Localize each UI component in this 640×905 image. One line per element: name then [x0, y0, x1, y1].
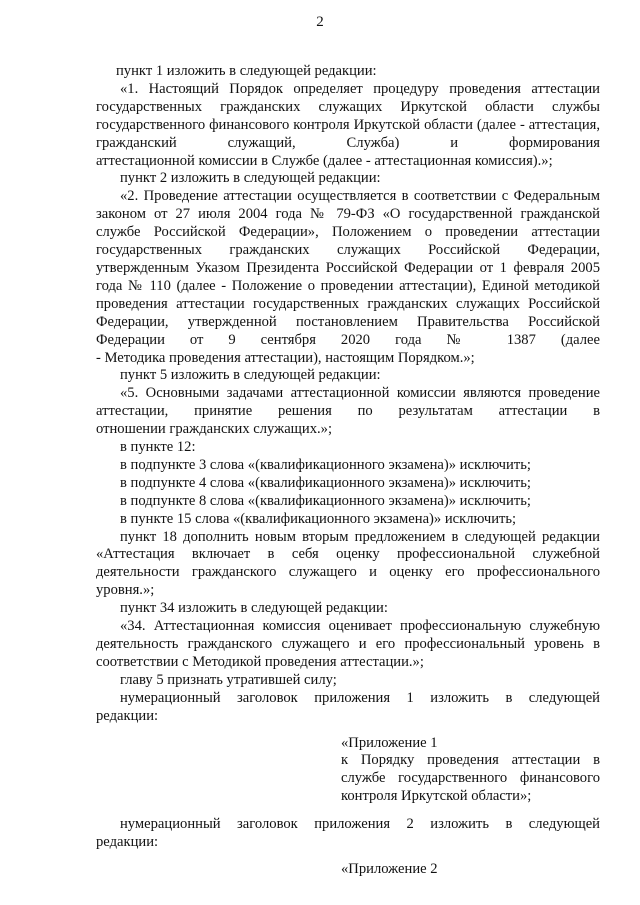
paragraph-appendix1-intro: нумерационный заголовок приложения 1 изложить в следующей: [120, 689, 600, 706]
spacer: [96, 726, 600, 735]
paragraph-item2-text: «2. Проведение аттестации осуществляется в соответствии с Федеральным законом от 27 июля 2004 года № 79-ФЗ «О государственной гражданской службе Российской Федерации», Положением о проведении аттестации государственных гражданских служащих Российской Федерации, утвержденным Указом Президента Российской Федерации от 1 февраля 2005 года № 110 (далее - Положение о проведении аттестации), Единой методикой проведения аттестации государственных гражданских служащих Российской Федерации, утвержденной постановлением Правительства Российской Федерации от 9 сентября 2020 года № 1387 (далее: [96, 188, 600, 348]
paragraph-item5-text: «5. Основными задачами аттестационной комиссии являются проведение аттестации, принятие решения по результатам аттестации в: [96, 385, 600, 420]
page-number: 2: [316, 14, 324, 30]
appendix1-subtitle: к Порядку проведения аттестации в службе государственного финансового: [341, 752, 600, 787]
paragraph-subitem8: в подпункте 8 слова «(квалификационного экзамена)» исключить;: [120, 492, 531, 509]
paragraph-item15: в пункте 15 слова «(квалификационного экзамена)» исключить;: [120, 510, 517, 527]
appendix1-subtitle-end: контроля Иркутской области»;: [341, 788, 532, 805]
paragraph-item18: пункт 18 дополнить новым вторым предложением в следующей редакции «Аттестация включает в себя оценку профессиональной служебной деятельности гражданского служащего и оценку его профессионального: [96, 528, 600, 581]
appendix1-title: «Приложение 1: [341, 734, 438, 751]
spacer: [96, 852, 600, 861]
paragraph-appendix2-intro-end: редакции:: [96, 834, 159, 851]
paragraph-appendix1-intro-end: редакции:: [96, 707, 159, 724]
paragraph-appendix2-intro: нумерационный заголовок приложения 2 изложить в следующей: [120, 816, 600, 833]
paragraph-item34-text: «34. Аттестационная комиссия оценивает профессиональную служебную деятельность гражданского служащего и его профессиональный уровень в: [96, 618, 600, 652]
paragraph-chapter5: главу 5 признать утратившей силу;: [120, 671, 337, 688]
paragraph-item34-intro: пункт 34 изложить в следующей редакции:: [120, 600, 388, 617]
paragraph-item1-text: «1. Настоящий Порядок определяет процедуру проведения аттестации государственных гражданских служащих Иркутской области службы государственного финансового контроля Иркутской области (далее - аттестация, гражданский служащий, Служба) и формирования: [96, 80, 600, 151]
paragraph-item12-intro: в пункте 12:: [120, 439, 196, 456]
paragraph-item5-text-end: отношении гражданских служащих.»;: [96, 421, 333, 438]
paragraph-item18-end: уровня.»;: [96, 582, 155, 599]
paragraph-subitem4: в подпункте 4 слова «(квалификационного экзамена)» исключить;: [120, 474, 531, 491]
spacer: [96, 806, 600, 816]
paragraph-item1-text-end: аттестационной комиссии в Службе (далее - аттестационная комиссия).»;: [96, 152, 553, 169]
paragraph-subitem3: в подпункте 3 слова «(квалификационного экзамена)» исключить;: [120, 456, 531, 473]
paragraph-item2-text-end: - Методика проведения аттестации), настоящим Порядком.»;: [96, 349, 475, 366]
paragraph-item1-intro: пункт 1 изложить в следующей редакции:: [116, 63, 377, 79]
paragraph-item2-intro: пункт 2 изложить в следующей редакции:: [120, 170, 381, 187]
appendix2-title: «Приложение 2: [341, 860, 438, 877]
paragraph-item5-intro: пункт 5 изложить в следующей редакции:: [120, 367, 381, 384]
document-body: [96, 63, 600, 879]
paragraph-item34-text-end: соответствии с Методикой проведения аттестации.»;: [96, 653, 424, 670]
